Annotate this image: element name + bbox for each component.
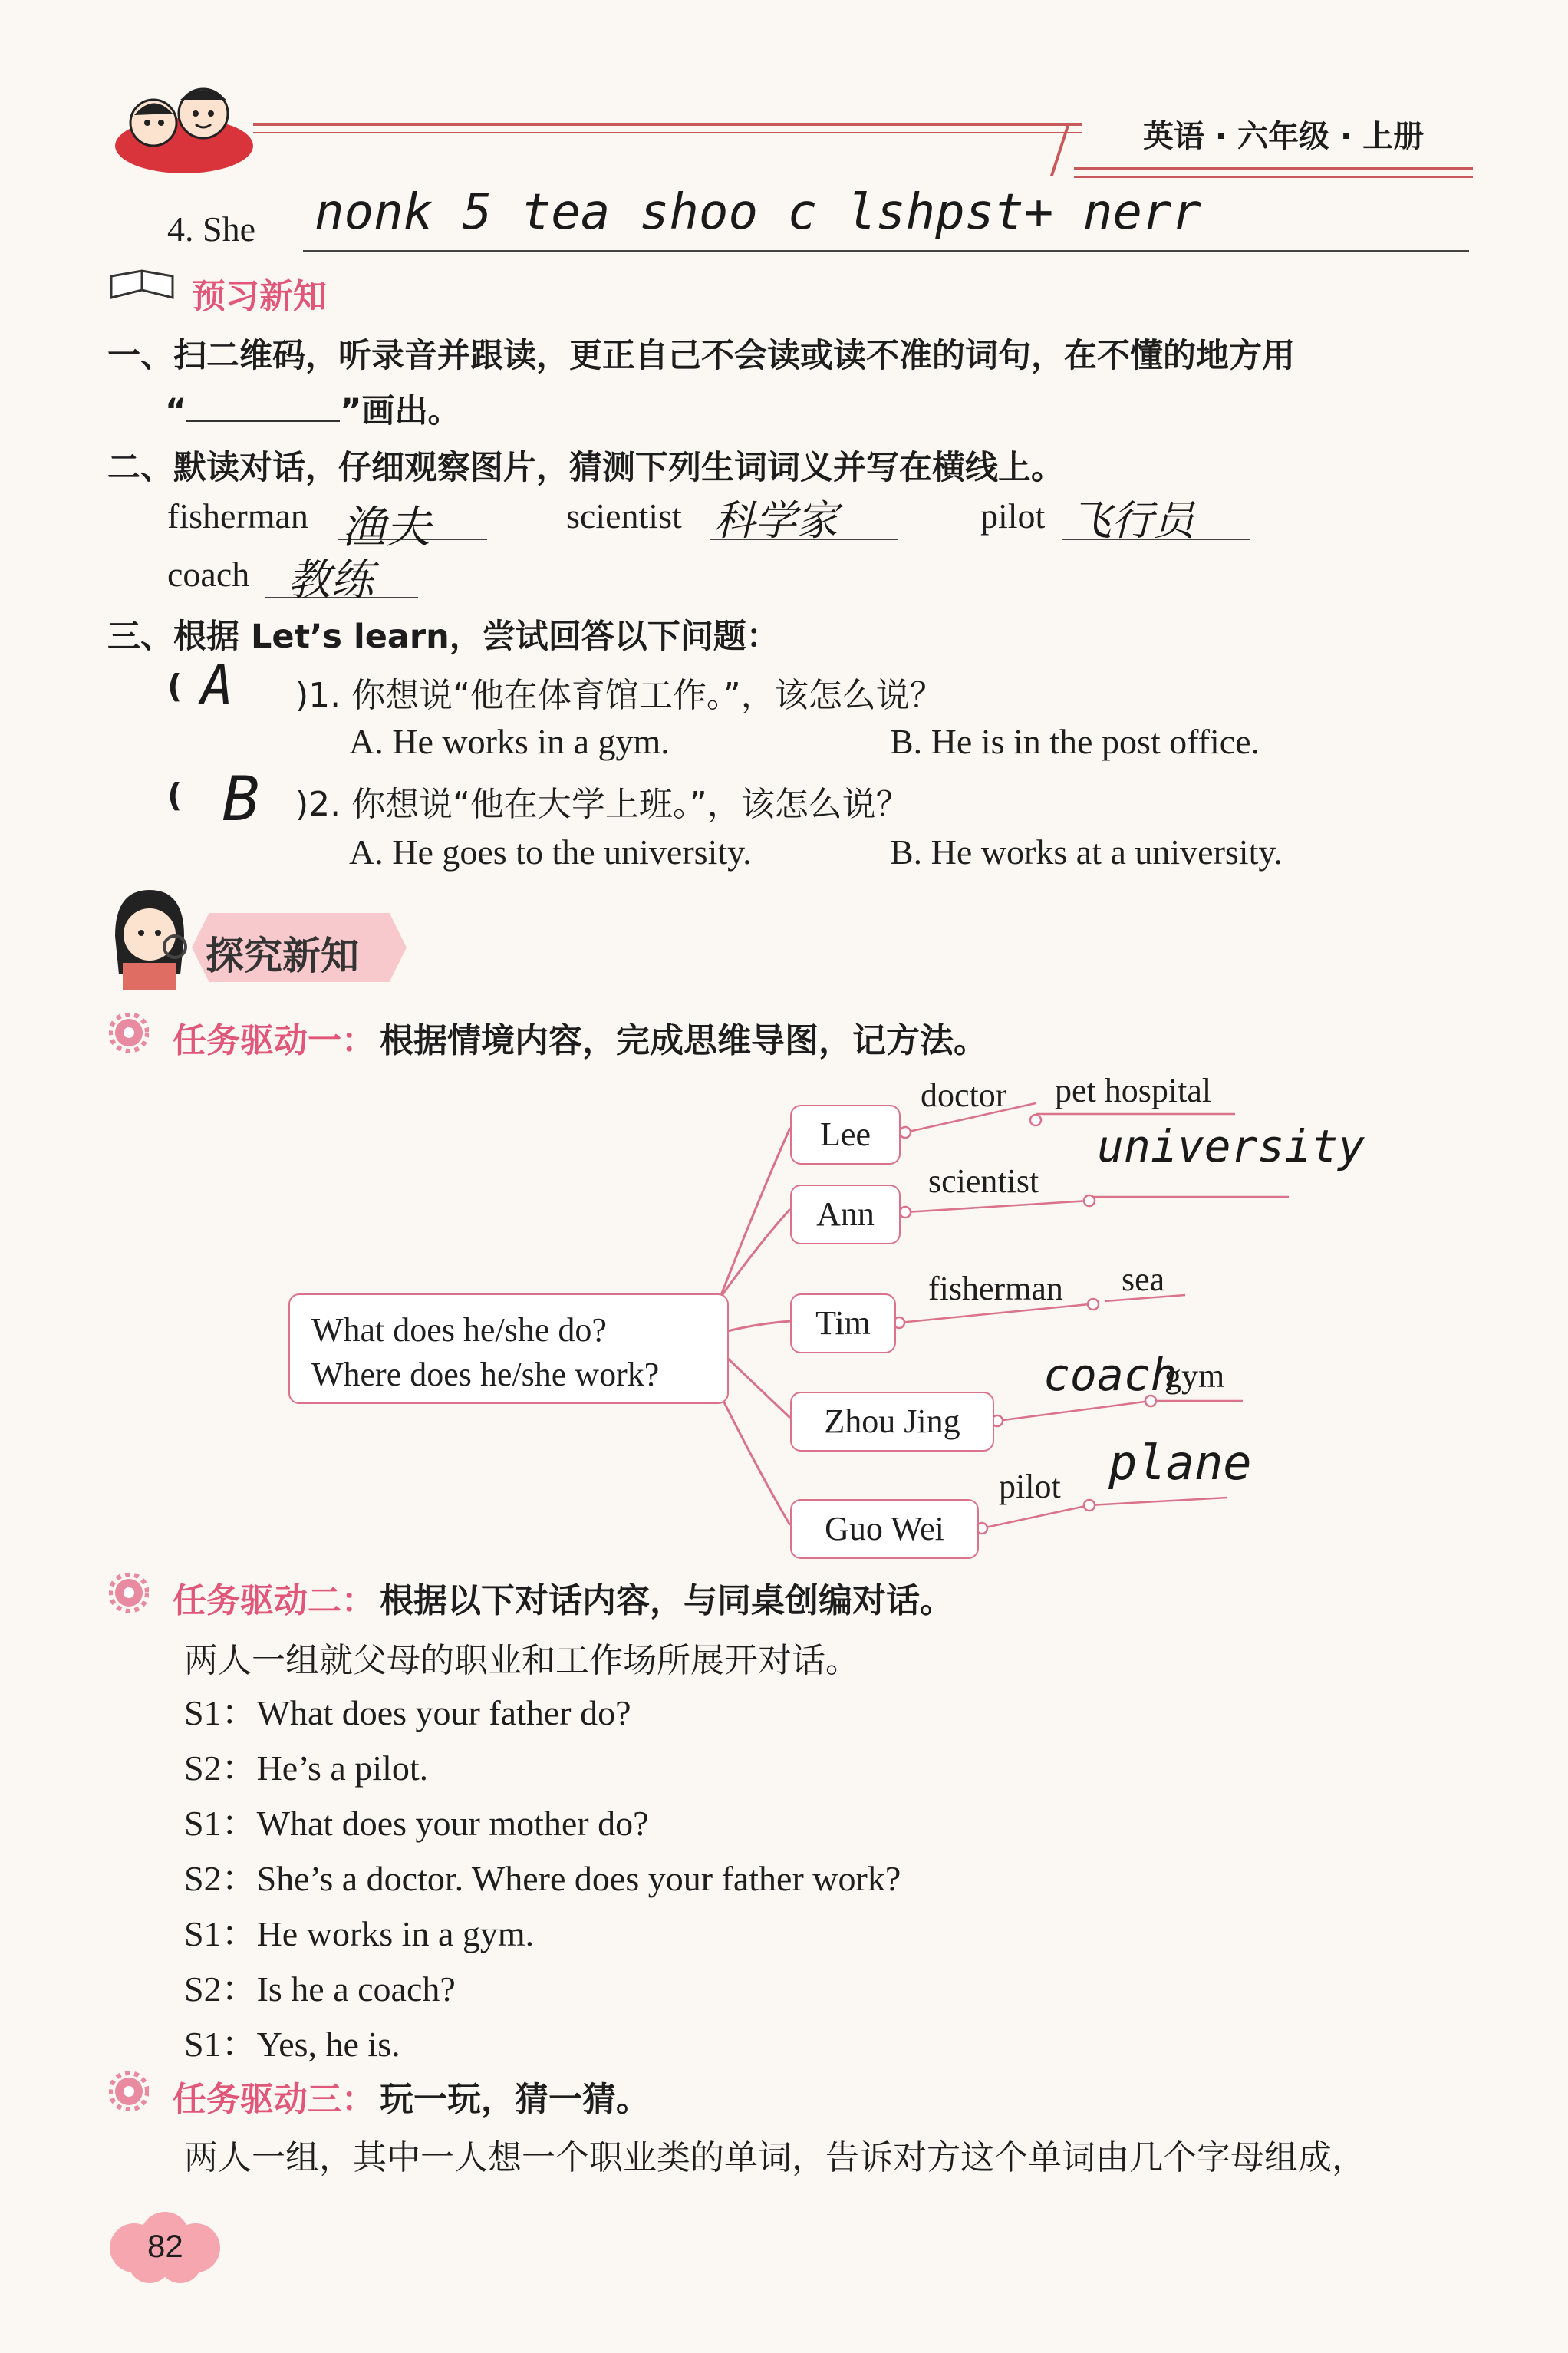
- place-pet-hospital: pet hospital: [1055, 1072, 1212, 1109]
- task3-text: 玩一玩，猜一猜。: [380, 2080, 650, 2119]
- word-coach-answer: 教练: [288, 555, 374, 605]
- task3-label: 任务驱动三：: [173, 2080, 375, 2119]
- quote-open: “: [165, 392, 187, 430]
- q2-answer: B: [222, 763, 260, 835]
- node-zhou-jing: Zhou Jing: [790, 1392, 994, 1452]
- dialogue-line-4: S2：She’s a doctor. Where does your father work?: [184, 1859, 901, 1898]
- dialogue-line-2: S2：He’s a pilot.: [184, 1748, 429, 1788]
- dialogue-line-6: S2：Is he a coach?: [184, 1969, 456, 2009]
- q2-option-a: A. He goes to the university.: [349, 832, 752, 872]
- job-coach-handwritten: coach: [1043, 1349, 1178, 1401]
- center-question-1: What does he/she do?: [311, 1311, 607, 1349]
- word-pilot: pilot: [980, 496, 1046, 536]
- q4-prompt: 4. She: [167, 209, 255, 249]
- quote-close: ”画出。: [340, 392, 461, 430]
- place-university-handwritten: university: [1097, 1120, 1365, 1172]
- word-fisherman-answer: 渔夫: [341, 501, 431, 553]
- task2-label: 任务驱动二：: [173, 1581, 375, 1620]
- preview-item1-line1: 一、扫二维码，听录音并跟读，更正自己不会读或读不准的词句，在不懂的地方用: [107, 337, 1295, 375]
- node-tim: Tim: [790, 1293, 896, 1353]
- mindmap-center: [288, 1293, 729, 1404]
- dialogue-line-5: S1：He works in a gym.: [184, 1914, 535, 1953]
- dialogue-line-7: S1：Yes, he is.: [184, 2025, 400, 2064]
- job-doctor: doctor: [921, 1076, 1007, 1114]
- place-gym: gym: [1164, 1357, 1225, 1395]
- job-pilot: pilot: [999, 1468, 1061, 1505]
- task1-label: 任务驱动一：: [173, 1021, 375, 1060]
- word-scientist: scientist: [566, 496, 682, 536]
- page-number: 82: [147, 2228, 183, 2264]
- header-subject: 英语 · 六年级 · 上册: [1143, 119, 1425, 154]
- center-question-2: Where does he/she work?: [311, 1356, 660, 1393]
- q1-answer: A: [201, 654, 234, 717]
- q2-paren-open: (: [167, 776, 183, 814]
- word-coach: coach: [167, 555, 250, 594]
- q1-paren-open: (: [167, 667, 183, 705]
- task1-text: 根据情境内容，完成思维导图，记方法。: [380, 1021, 987, 1060]
- preview-title: 预习新知: [192, 277, 327, 316]
- q2-text: )2. 你想说“他在大学上班。”，该怎么说？: [295, 785, 910, 824]
- dialogue-line-3: S1：What does your mother do?: [184, 1804, 649, 1843]
- gear-icon-task3: [109, 2071, 149, 2111]
- word-fisherman: fisherman: [167, 496, 308, 536]
- q4-handwritten-answer: nonk 5 tea shoo c lshpst+ nerr: [315, 184, 1201, 241]
- word-scientist-answer: 科学家: [713, 496, 838, 545]
- task2-intro: 两人一组就父母的职业和工作场所展开对话。: [184, 1641, 859, 1680]
- q2-option-b: B. He works at a university.: [890, 832, 1283, 872]
- word-pilot-answer: 飞行员: [1070, 496, 1194, 545]
- job-fisherman: fisherman: [928, 1270, 1063, 1307]
- task3-intro: 两人一组，其中一人想一个职业类的单词，告诉对方这个单词由几个字母组成，: [184, 2138, 1365, 2177]
- place-plane-handwritten: plane: [1108, 1435, 1252, 1491]
- place-sea: sea: [1122, 1261, 1165, 1298]
- preview-item2: 二、默读对话，仔细观察图片，猜测下列生词词义并写在横线上。: [107, 449, 1064, 487]
- q1-option-b: B. He is in the post office.: [890, 722, 1260, 761]
- job-scientist: scientist: [928, 1162, 1039, 1200]
- node-lee: Lee: [790, 1105, 901, 1165]
- node-guo-wei: Guo Wei: [790, 1499, 979, 1559]
- gear-icon-task2: [109, 1573, 149, 1613]
- q1-option-a: A. He works in a gym.: [349, 722, 670, 761]
- explore-title: 探究新知: [206, 934, 359, 978]
- preview-item3: 三、根据 Let’s learn，尝试回答以下问题：: [107, 618, 779, 656]
- dialogue-line-1: S1：What does your father do?: [184, 1693, 631, 1732]
- node-ann: Ann: [790, 1185, 901, 1244]
- task2-text: 根据以下对话内容，与同桌创编对话。: [380, 1581, 954, 1620]
- q1-text: )1. 你想说“他在体育馆工作。”，该怎么说？: [295, 676, 944, 715]
